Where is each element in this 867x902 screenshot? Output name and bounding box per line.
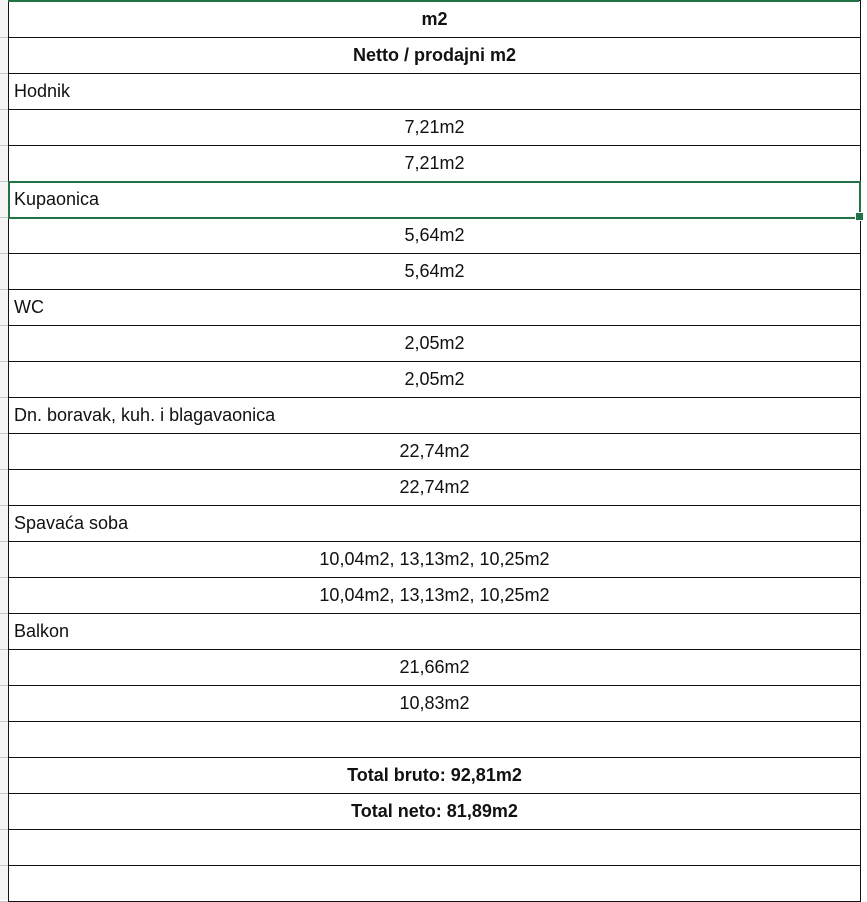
row-header-divider	[0, 361, 8, 362]
table-row-empty[interactable]	[9, 866, 860, 902]
table-row[interactable]	[9, 434, 860, 470]
cell-text: 22,74m2	[399, 441, 470, 461]
table-row[interactable]	[9, 326, 860, 362]
row-header-divider	[0, 73, 8, 74]
row-header-divider	[0, 37, 8, 38]
table-row[interactable]	[9, 110, 860, 146]
row-header-divider	[0, 217, 8, 218]
cell-text: 10,04m2, 13,13m2, 10,25m2	[319, 585, 550, 605]
row-header-divider	[0, 505, 8, 506]
cell-text: Balkon	[14, 621, 70, 641]
row-header-divider	[0, 145, 8, 146]
cell-text: 2,05m2	[404, 369, 465, 389]
cell-text: Spavaća soba	[14, 513, 129, 533]
row-header-divider	[0, 289, 8, 290]
cell-text: Hodnik	[14, 81, 71, 101]
table-row[interactable]	[9, 686, 860, 722]
cell-text: m2	[421, 8, 448, 29]
table-row-kupaonica-selected[interactable]	[9, 182, 860, 218]
row-header-divider	[0, 109, 8, 110]
table-row[interactable]	[9, 542, 860, 578]
row-header-divider	[0, 469, 8, 470]
table-row[interactable]	[9, 650, 860, 686]
table-row-wc[interactable]	[9, 290, 860, 326]
cell-text: WC	[14, 297, 44, 317]
row-header-divider	[0, 253, 8, 254]
cell-text: 21,66m2	[399, 657, 470, 677]
cell-text: 10,04m2, 13,13m2, 10,25m2	[319, 549, 550, 569]
cell-text: 5,64m2	[404, 225, 465, 245]
table-row[interactable]	[9, 362, 860, 398]
cell-text: Kupaonica	[14, 189, 100, 209]
row-header-divider	[0, 649, 8, 650]
selected-column-top-border	[8, 0, 859, 2]
table-row[interactable]	[9, 218, 860, 254]
cell-text: 7,21m2	[404, 153, 465, 173]
table-row[interactable]	[9, 254, 860, 290]
cell-text: Netto / prodajni m2	[352, 45, 516, 65]
cell-text: 5,64m2	[404, 261, 465, 281]
cell-text: 2,05m2	[404, 333, 465, 353]
table-row-empty[interactable]	[9, 722, 860, 758]
cell-text: 10,83m2	[399, 693, 470, 713]
row-header-divider	[0, 433, 8, 434]
row-header-divider	[0, 325, 8, 326]
row-header-divider	[0, 757, 8, 758]
spreadsheet-grid	[8, 0, 861, 902]
cell-text: Total bruto: 92,81m2	[347, 765, 522, 785]
table-row-empty[interactable]	[9, 830, 860, 866]
table-row-total-neto[interactable]	[9, 794, 860, 830]
table-row-spavaca-soba[interactable]	[9, 506, 860, 542]
row-header-divider	[0, 829, 8, 830]
table-row-netto-header[interactable]	[9, 38, 860, 74]
table-row[interactable]	[9, 470, 860, 506]
cell-text: Total neto: 81,89m2	[351, 801, 518, 821]
row-header-divider	[0, 613, 8, 614]
table-row-header-m2[interactable]	[9, 0, 860, 38]
row-header-divider	[0, 865, 8, 866]
row-header-divider	[0, 577, 8, 578]
table-row-balkon[interactable]	[9, 614, 860, 650]
table-row-total-bruto[interactable]	[9, 758, 860, 794]
fill-handle[interactable]	[855, 212, 864, 221]
table-row-hodnik[interactable]	[9, 74, 860, 110]
row-header-divider	[0, 181, 8, 182]
table-row[interactable]	[9, 146, 860, 182]
table-row[interactable]	[9, 578, 860, 614]
row-header-divider	[0, 541, 8, 542]
cell-text: 22,74m2	[399, 477, 470, 497]
row-header-divider	[0, 721, 8, 722]
row-header-divider	[0, 793, 8, 794]
row-header-divider	[0, 685, 8, 686]
cell-text: Dn. boravak, kuh. i blagavaonica	[14, 405, 276, 425]
table-row-dnevni-boravak[interactable]	[9, 398, 860, 434]
cell-text: 7,21m2	[404, 117, 465, 137]
row-header-divider	[0, 397, 8, 398]
